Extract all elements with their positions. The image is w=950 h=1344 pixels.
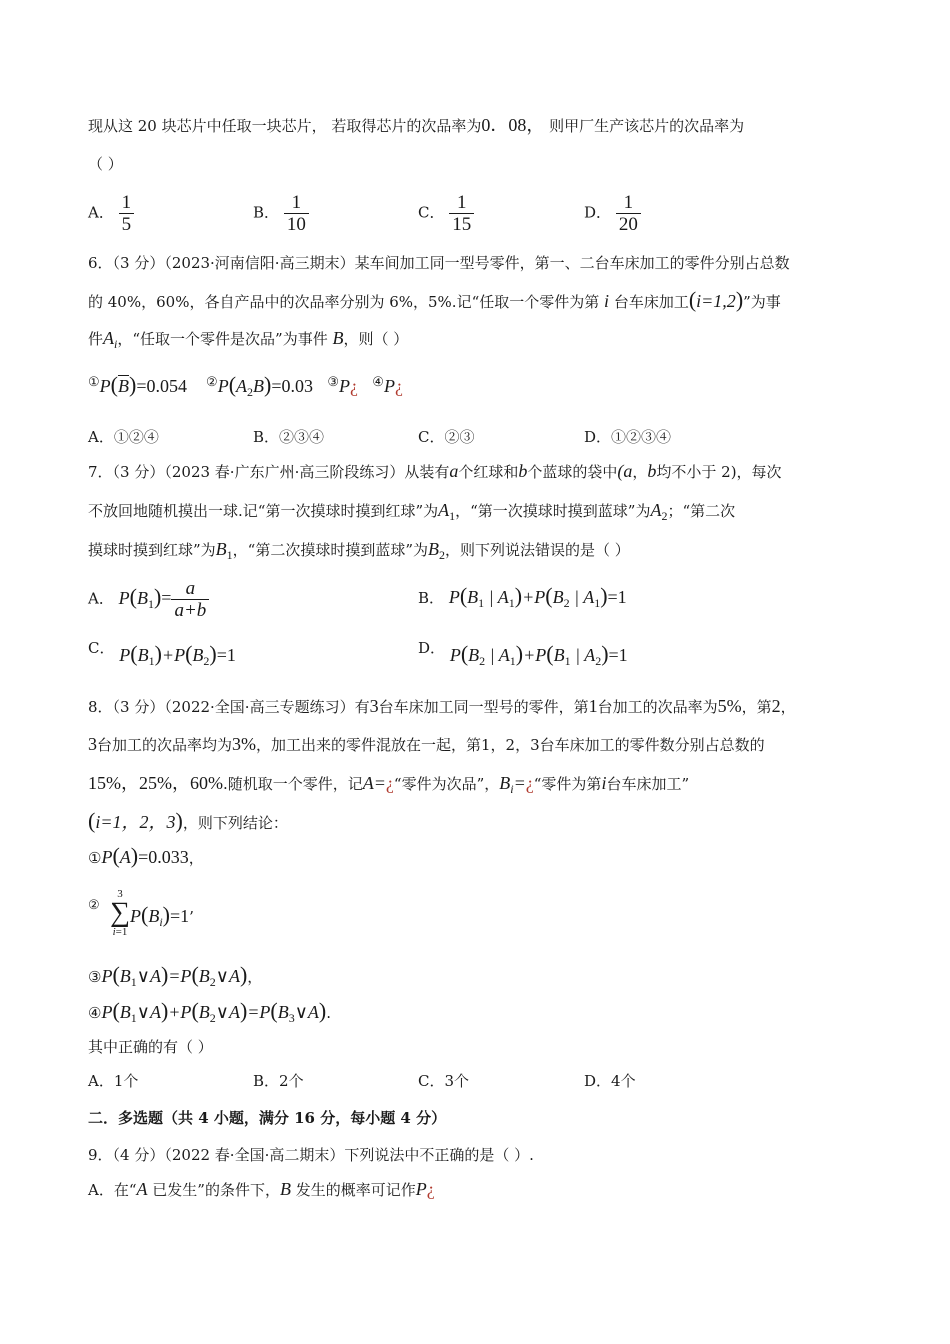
q8-line-4: (i=1，2，3)，则下列结论：: [88, 808, 288, 833]
q6-line-2: 的 40%，60%，各自产品中的次品率分别为 6%，5%.记“任取一个零件为第 i 台车床加工(i=1,2)”为事: [88, 287, 781, 312]
q7-line-1: 7．（3 分）（2023 春·广东广州·高三阶段练习）从装有a个红球和b个蓝球的袋中(a，b均不小于 2)，每次: [88, 461, 782, 481]
q8-conclusion-1: ①P(A)=0.033，: [88, 843, 204, 868]
section-heading-multiple-choice: 二．多选题（共 4 小题，满分 16 分，每小题 4 分）: [88, 1109, 447, 1127]
fraction: $\frac{1}{10}$: [284, 192, 309, 235]
q6-option-d[interactable]: D．①②③④: [584, 428, 672, 446]
q5-option-b[interactable]: B． $\frac{1}{10}$: [253, 192, 309, 235]
q7-option-c[interactable]: C． $P(B_1)+P(B_2)=1$: [88, 639, 236, 668]
fraction: $\frac{1}{15}$: [449, 192, 474, 235]
q6-line-1: 6．（3 分）（2023·河南信阳·高三期末）某车间加工同一型号零件，第一、二台车床加工的零件分别占总数: [88, 254, 790, 272]
q6-statements: $①P(\overline{B})=0.054$ $②P(A_2B)=0.03$ ③P¿ ④P¿: [88, 372, 403, 399]
q7-option-b[interactable]: B． $P(B_1$ | $A_1)+P(B_2$ | $A_1)=1$: [418, 583, 627, 610]
q6-line-3: 件$A_i$，“任取一个零件是次品”为事件 B，则（ ）: [88, 328, 409, 351]
q8-option-b[interactable]: B．2个: [253, 1072, 304, 1090]
q6-statement-1: $P(\overline{B})=0.054$: [99, 372, 187, 397]
q8-option-d[interactable]: D．4个: [584, 1072, 636, 1090]
fraction: $\frac{1}{5}$: [119, 192, 135, 235]
q7-option-d[interactable]: D． $P(B_2$ | $A_1)+P(B_1$ | $A_2)=1$: [418, 639, 628, 668]
q5-line-1: 现从这 20 块芯片中任取一块芯片， 若取得芯片的次品率为0．08， 则甲厂生产该芯片的次品率为: [88, 115, 745, 135]
q7-line-2: 不放回地随机摸出一球.记“第一次摸球时摸到红球”为$A_1$，“第一次摸球时摸到蓝球”为$A_2$；“第二次: [88, 500, 736, 523]
q5-rate: 0．08，: [481, 115, 545, 135]
q7-line-3: 摸球时摸到红球”为$B_1$，“第二次摸球时摸到蓝球”为$B_2$，则下列说法错误的是（ ）: [88, 539, 630, 562]
q8-ask: 其中正确的有（ ）: [88, 1038, 213, 1056]
q6-option-a[interactable]: A．①②④: [88, 428, 159, 446]
q6-option-b[interactable]: B．②③④: [253, 428, 325, 446]
q8-line-1: 8．（3 分）（2022·全国·高三专题练习）有3台车床加工同一型号的零件，第1台加工的次品率为5%，第2，: [88, 696, 796, 716]
q8-conclusion-2-expr: $P(B_i)=1$’: [130, 902, 194, 929]
q5-option-d[interactable]: D． $\frac{1}{20}$: [584, 192, 641, 235]
q8-option-a[interactable]: A．1个: [88, 1072, 139, 1090]
q6-statement-4: P¿: [383, 376, 403, 396]
fraction: $\frac{a}{a+b}$: [171, 578, 209, 621]
q9-option-a[interactable]: A．在“A 已发生”的条件下，B 发生的概率可记作P¿: [88, 1179, 435, 1199]
q8-line-2: 3台加工的次品率均为3%，加工出来的零件混放在一起，第1，2，3台车床加工的零件数分别占总数的: [88, 734, 765, 754]
q5-option-c[interactable]: C． $\frac{1}{15}$: [418, 192, 474, 235]
q6-statement-2: $P(A_2B)=0.03$: [217, 372, 314, 399]
fraction: $\frac{1}{20}$: [616, 192, 641, 235]
q8-conclusion-2: ②: [88, 898, 100, 913]
q5-answer-paren: （ ）: [88, 155, 123, 173]
q6-statement-3: P¿: [338, 376, 358, 396]
q8-conclusion-3: $③P(B_1\vee A)=P(B_2\vee A)$，: [88, 962, 263, 989]
q7-option-a[interactable]: A． $P(B_1)=$ $\frac{a}{a+b}$: [88, 578, 209, 621]
q5-option-a[interactable]: A． $\frac{1}{5}$: [88, 192, 134, 235]
q6-option-c[interactable]: C．②③: [418, 428, 475, 446]
summation-symbol: 3 ∑ i=1: [110, 888, 130, 938]
q8-option-c[interactable]: C．3个: [418, 1072, 470, 1090]
q9-line-1: 9．（4 分）（2022 春·全国·高二期末）下列说法中不正确的是（ ）.: [88, 1146, 534, 1164]
q8-conclusion-4: $④P(B_1\vee A)+P(B_2\vee A)=P(B_3\vee A)$.: [88, 998, 332, 1025]
q8-line-3: 15%，25%，60%.随机取一个零件，记A=¿“零件为次品”，$B_i=¿“$零件为第i台车床加工”: [88, 773, 690, 796]
